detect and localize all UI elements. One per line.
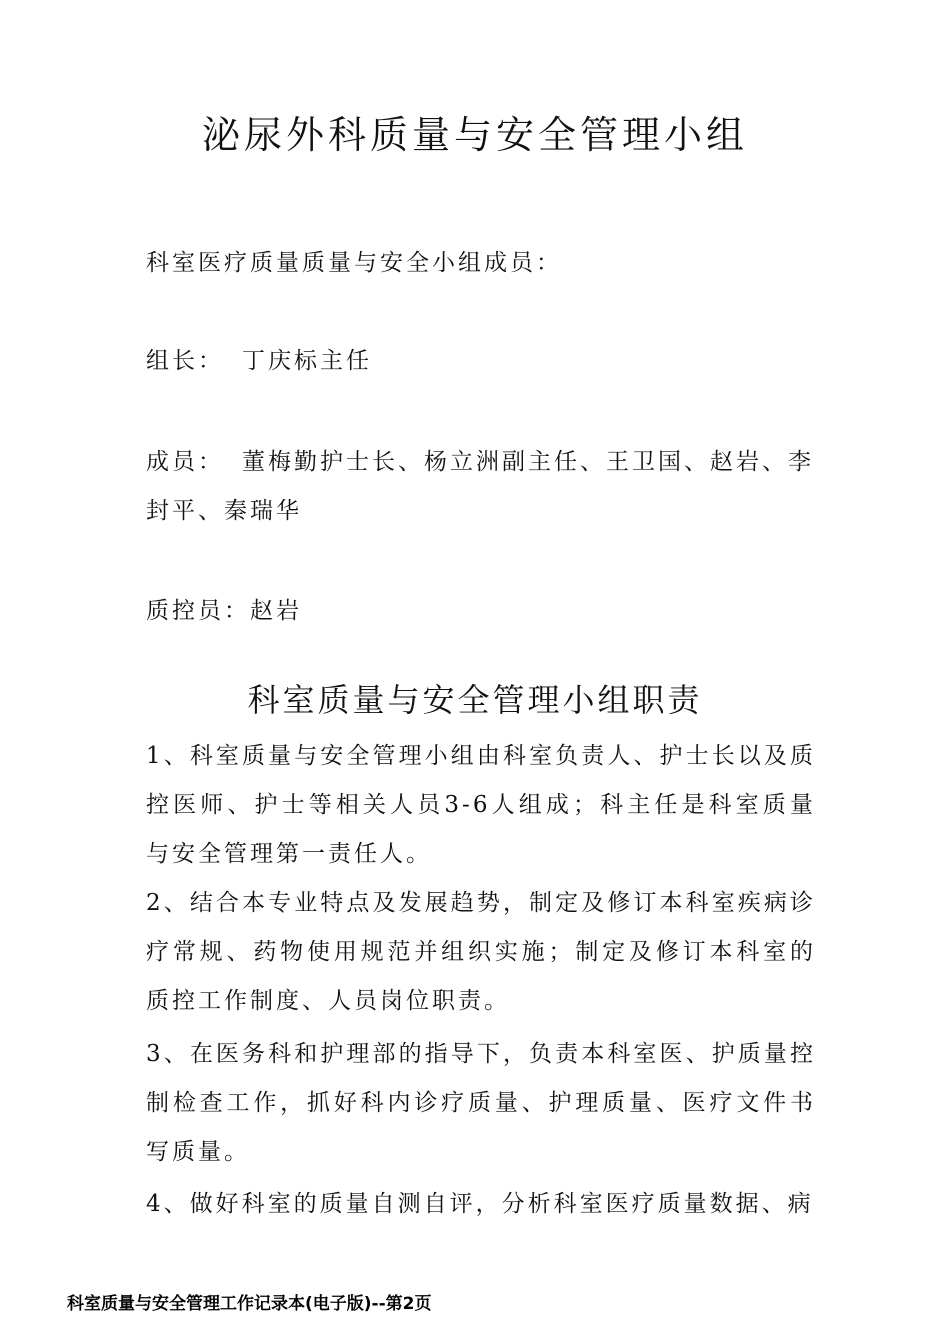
page-footer: 科室质量与安全管理工作记录本(电子版)--第2页 [67,1294,432,1314]
duties-title: 科室质量与安全管理小组职责 [247,681,703,719]
qc-line [146,592,302,625]
duty-item-1: 1、科室质量与安全管理小组由科室负责人、护士长以及质控医师、护士等相关人员3-6人组成；科主任是科室质量与安全管理第一责任人。 [146,743,816,867]
members-value-line1: 董梅勤护士长、杨立洲副主任、王卫国、赵岩、李 [242,449,814,475]
members-label: 成员： [146,449,224,475]
members-heading: 科室医疗质量质量与安全小组成员： [146,250,562,276]
qc-value: 赵岩 [250,598,302,624]
duty-item-3: 3、在医务科和护理部的指导下，负责本科室医、护质量控制检查工作，抓好科内诊疗质量、护理质量、医疗文件书写质量。 [146,1041,816,1165]
document-title: 泌尿外科质量与安全管理小组 [201,113,748,157]
members-line-1 [146,443,814,476]
leader-label: 组长： [146,348,224,374]
duty-item-2: 2、结合本专业特点及发展趋势，制定及修订本科室疾病诊疗常规、药物使用规范并组织实施；制定及修订本科室的质控工作制度、人员岗位职责。 [146,890,816,1014]
leader-value: 丁庆标主任 [242,348,372,374]
members-line-2: 封平、秦瑞华 [146,498,302,524]
qc-label: 质控员： [146,598,250,624]
duty-item-4: 4、做好科室的质量自测自评，分析科室医疗质量数据、病 [146,1191,814,1217]
leader-line [146,342,372,375]
